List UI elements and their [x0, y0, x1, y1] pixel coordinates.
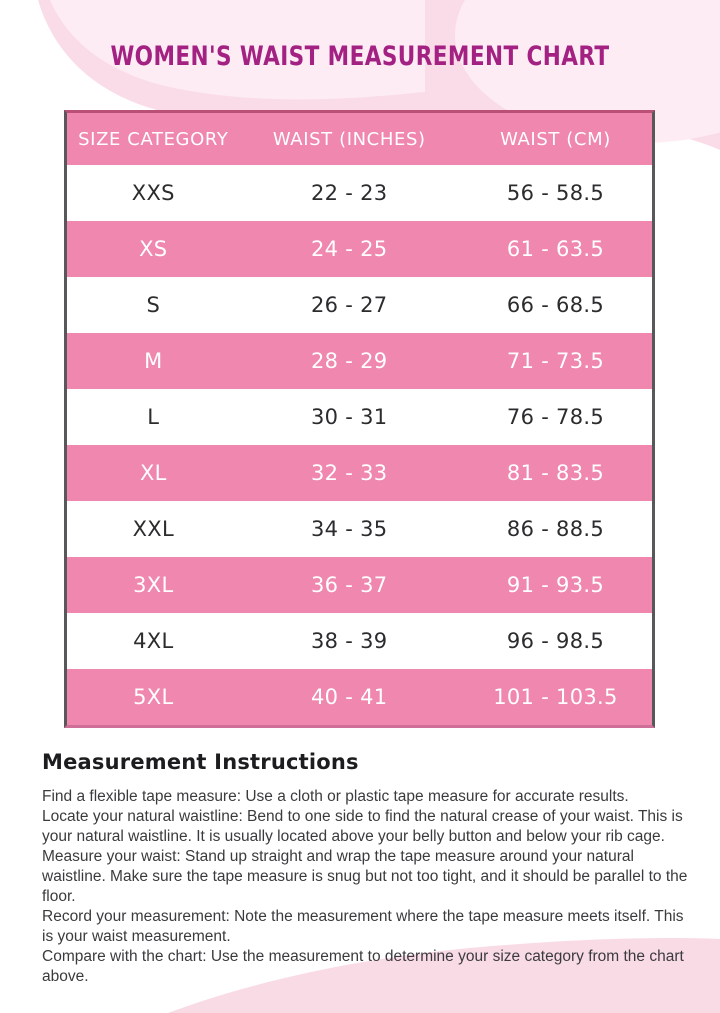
- instructions-list: [42, 787, 692, 987]
- cell-inches: 22 - 23: [311, 181, 388, 205]
- cell-inches: 40 - 41: [311, 685, 388, 709]
- cell-cm: 71 - 73.5: [506, 349, 605, 373]
- cell-cm: 81 - 83.5: [506, 461, 605, 485]
- table-row: [67, 221, 652, 277]
- cell-cm: 76 - 78.5: [506, 405, 605, 429]
- table-row: [67, 333, 652, 389]
- cell-cm: 96 - 98.5: [506, 629, 605, 653]
- cell-size: 5XL: [133, 685, 174, 709]
- instruction-paragraph: Record your measurement: Note the measurement where the tape measure meets itself. This is your waist measurement.: [42, 908, 684, 945]
- table-row: [67, 613, 652, 669]
- table-header-row: [67, 113, 652, 165]
- cell-cm: 86 - 88.5: [506, 517, 605, 541]
- table-row: [67, 165, 652, 221]
- cell-cm: 66 - 68.5: [506, 293, 605, 317]
- instruction-paragraph: Locate your natural waistline: Bend to one side to find the natural crease of your waist. This is your natural waistline. It is usually located above your belly button and below your rib cage.: [42, 808, 683, 845]
- cell-inches: 26 - 27: [311, 293, 388, 317]
- cell-inches: 32 - 33: [311, 461, 388, 485]
- table-row: [67, 389, 652, 445]
- cell-size: XS: [139, 237, 168, 261]
- table-row: [67, 669, 652, 725]
- instruction-paragraph: Compare with the chart: Use the measurement to determine your size category from the chart above.: [42, 948, 684, 985]
- size-table: [64, 110, 655, 728]
- cell-inches: 36 - 37: [311, 573, 388, 597]
- cell-cm: 56 - 58.5: [506, 181, 605, 205]
- table-row: [67, 445, 652, 501]
- header-cell: WAIST (INCHES): [272, 128, 426, 150]
- header-cell: SIZE CATEGORY: [78, 128, 229, 150]
- cell-inches: 24 - 25: [311, 237, 388, 261]
- size-table-body: [67, 165, 652, 725]
- cell-size: 3XL: [133, 573, 174, 597]
- cell-cm: 101 - 103.5: [493, 685, 618, 709]
- cell-inches: 38 - 39: [311, 629, 388, 653]
- cell-size: M: [144, 349, 163, 373]
- instruction-paragraph: Find a flexible tape measure: Use a cloth or plastic tape measure for accurate results.: [42, 788, 629, 805]
- cell-size: XXS: [131, 181, 175, 205]
- cell-size: 4XL: [133, 629, 174, 653]
- cell-inches: 34 - 35: [311, 517, 388, 541]
- instructions-section: [42, 750, 692, 987]
- cell-size: XL: [139, 461, 167, 485]
- cell-cm: 61 - 63.5: [506, 237, 605, 261]
- page-title: WOMEN'S WAIST MEASUREMENT CHART: [110, 41, 610, 72]
- instruction-paragraph: Measure your waist: Stand up straight and wrap the tape measure around your natural waistline. Make sure the tape measure is snug but not too tight, and it should be parallel to the floor.: [42, 848, 688, 905]
- table-row: [67, 277, 652, 333]
- cell-inches: 28 - 29: [311, 349, 388, 373]
- cell-size: XXL: [132, 517, 174, 541]
- header-cell: WAIST (CM): [500, 128, 611, 150]
- table-row: [67, 557, 652, 613]
- table-row: [67, 501, 652, 557]
- instructions-heading: Measurement Instructions: [42, 750, 359, 774]
- cell-size: L: [147, 405, 160, 429]
- cell-inches: 30 - 31: [311, 405, 388, 429]
- cell-cm: 91 - 93.5: [506, 573, 605, 597]
- cell-size: S: [146, 293, 161, 317]
